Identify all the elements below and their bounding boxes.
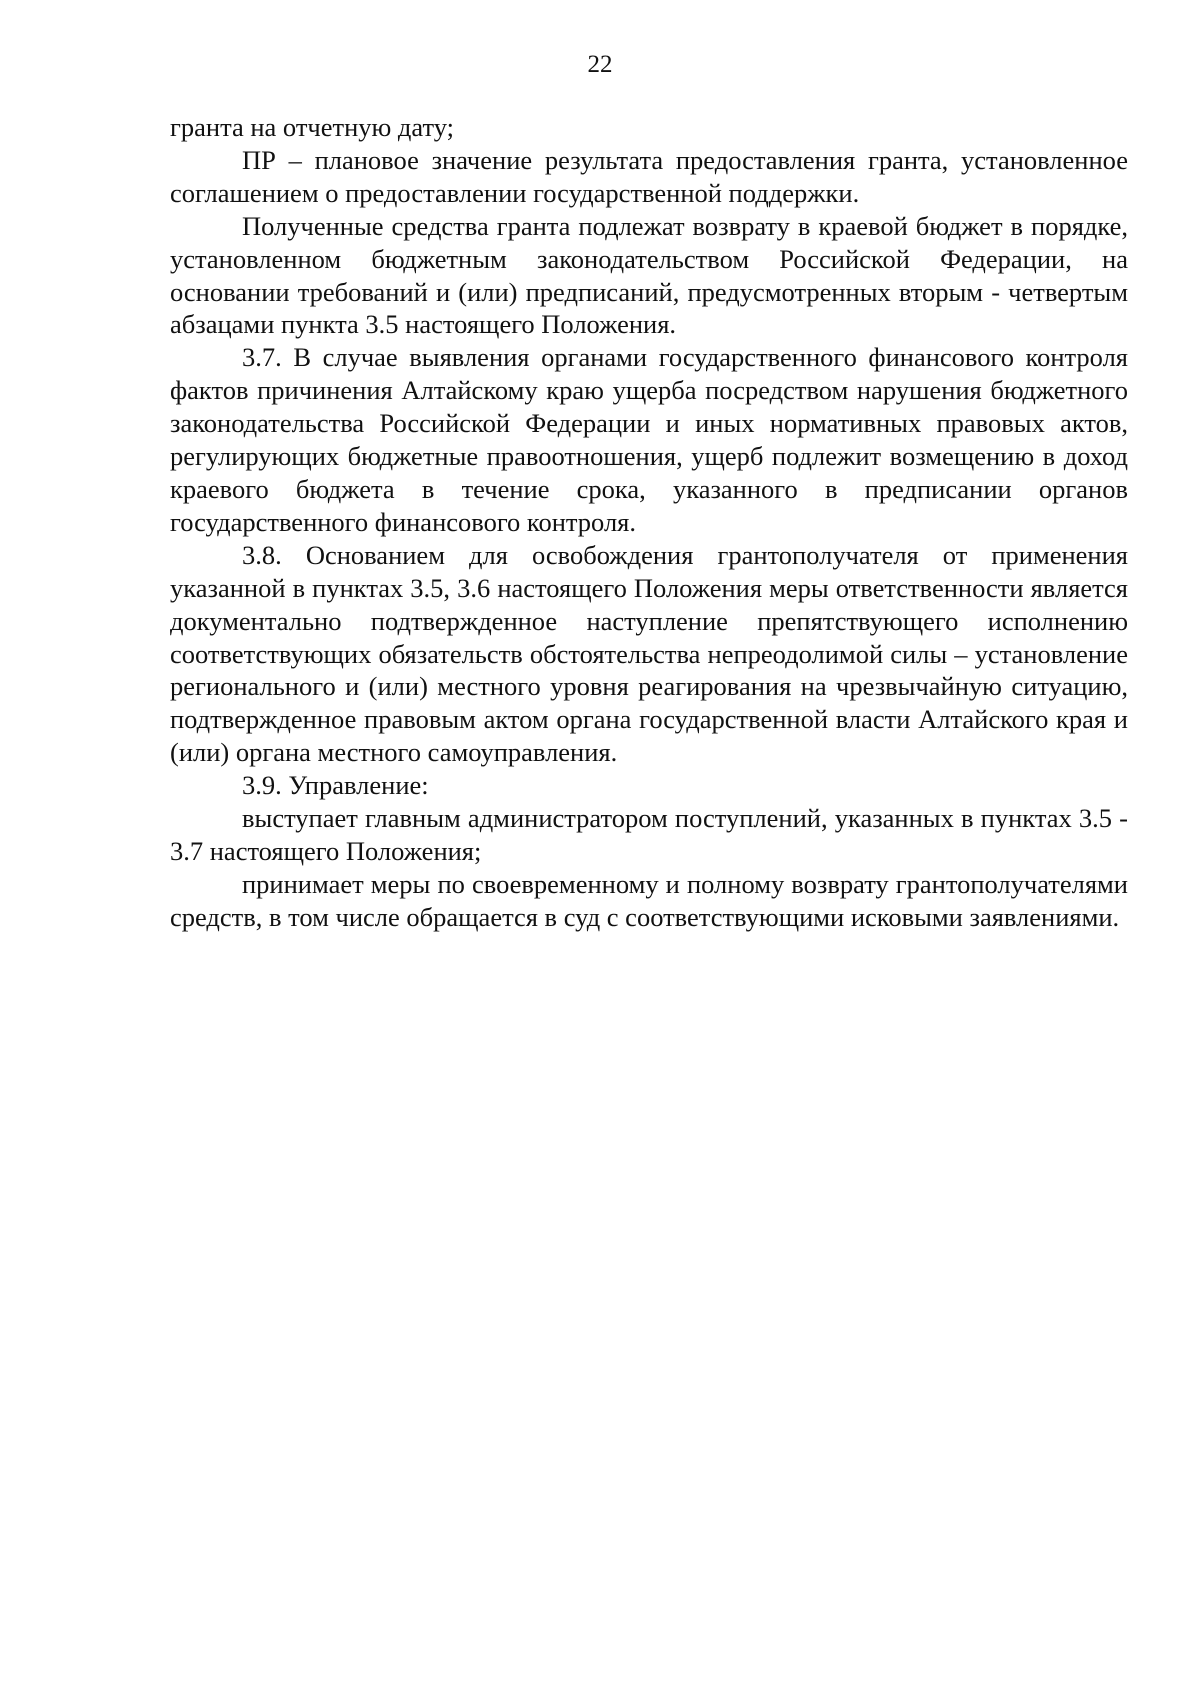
document-body xyxy=(170,111,1128,934)
paragraph-clause-3-7: 3.7. В случае выявления органами государственного финансового контроля фактов причинения Алтайскому краю ущерба посредством нарушения бюджетного законодательства Российской Федерации и иных нормативных правовых актов, регулирующих бюджетные правоотношения, ущерб подлежит возмещению в доход краевого бюджета в течение срока, указанного в предписании органов государственного финансового контроля. xyxy=(170,342,1128,537)
paragraph-grant-date-continuation: гранта на отчетную дату; xyxy=(170,112,454,142)
paragraph-refund-measures: принимает меры по своевременному и полному возврату грантополучателями средств, в том числе обращается в суд с соответствующими исковыми заявлениями. xyxy=(170,868,1128,932)
paragraph-administrator: выступает главным администратором поступлений, указанных в пунктах 3.5 - 3.7 настоящего Положения; xyxy=(170,803,1128,866)
paragraph-pr-definition: ПР – плановое значение результата предоставления гранта, установленное соглашением о предоставлении государственной поддержки. xyxy=(170,144,1128,208)
paragraph-clause-3-8: 3.8. Основанием для освобождения грантополучателя от применения указанной в пунктах 3.5, 3.6 настоящего Положения меры ответственности является документально подтвержденное наступление препятствующего исполнению соответствующих обязательств обстоятельства непреодолимой силы – установление регионального и (или) местного уровня реагирования на чрезвычайную ситуацию, подтвержденное правовым актом органа государственной власти Алтайского края и (или) органа местного самоуправления. xyxy=(170,539,1128,768)
page-number: 22 xyxy=(587,51,613,78)
paragraph-grant-refund: Полученные средства гранта подлежат возврату в краевой бюджет в порядке, установленном бюджетным законодательством Российской Федерации, на основании требований и (или) предписаний, предусмотренных вторым - четвертым абзацами пункта 3.5 настоящего Положения. xyxy=(170,210,1128,340)
paragraph-clause-3-9: 3.9. Управление: xyxy=(242,770,429,801)
